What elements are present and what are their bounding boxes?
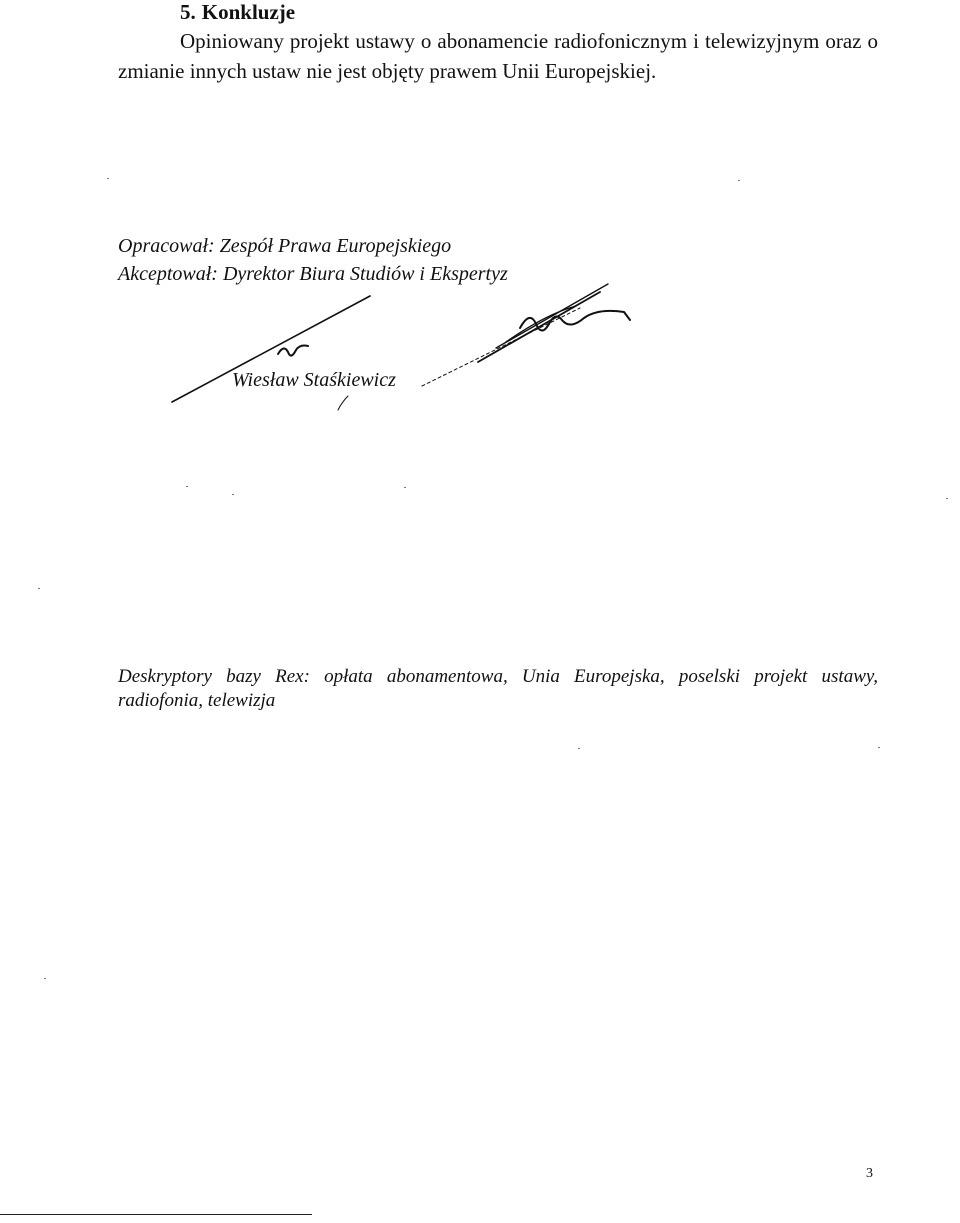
accepted-by-line: Akceptował: Dyrektor Biura Studiów i Ekspertyz xyxy=(118,263,508,285)
scan-speck xyxy=(44,978,46,979)
scan-speck xyxy=(232,494,234,495)
page-number: 3 xyxy=(866,1166,873,1181)
section-heading xyxy=(180,0,295,24)
signer-name: Wiesław Staśkiewicz xyxy=(232,369,396,391)
approval-block xyxy=(118,232,508,288)
scan-speck xyxy=(878,747,880,748)
scan-speck xyxy=(38,588,40,589)
handwritten-signature-icon xyxy=(160,270,680,430)
prepared-by-line: Opracował: Zespół Prawa Europejskiego xyxy=(118,235,452,257)
conclusion-paragraph: Opiniowany projekt ustawy o abonamencie radiofonicznym i telewizyjnym oraz o zmianie innych ustaw nie jest objęty prawem Unii Europejskiej. xyxy=(118,29,878,83)
scan-speck xyxy=(946,498,948,499)
scan-speck xyxy=(578,748,580,749)
scan-speck xyxy=(738,180,740,181)
section-title: Konkluzje xyxy=(201,0,296,24)
scan-speck xyxy=(107,178,109,179)
section-number: 5. xyxy=(180,0,196,24)
descriptors-line: Deskryptory bazy Rex: opłata abonamentowa, Unia Europejska, poselski projekt ustawy, radiofonia, telewizja xyxy=(118,666,878,711)
footer-rule xyxy=(0,1214,312,1215)
scan-speck xyxy=(404,487,406,488)
scan-speck xyxy=(186,486,188,487)
